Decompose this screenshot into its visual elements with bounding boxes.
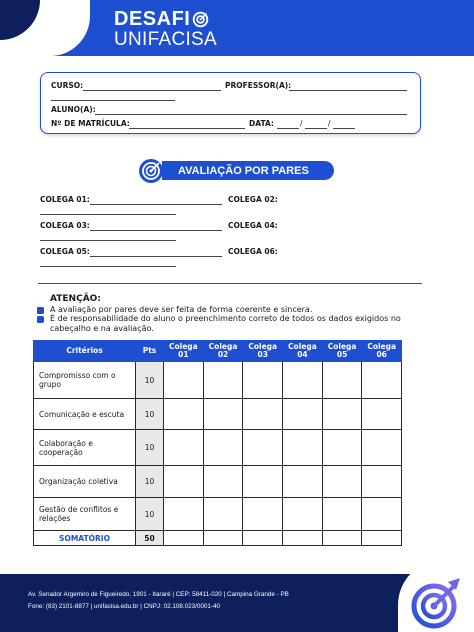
aluno-field[interactable] bbox=[95, 114, 407, 115]
score-cell[interactable] bbox=[243, 399, 283, 430]
score-cell[interactable] bbox=[322, 362, 362, 399]
header-criterios: Critérios bbox=[34, 341, 136, 362]
pts-cell: 10 bbox=[136, 430, 164, 466]
curso-label: CURSO: bbox=[51, 81, 84, 90]
score-cell[interactable] bbox=[283, 430, 323, 466]
score-cell[interactable] bbox=[362, 430, 402, 466]
score-cell[interactable] bbox=[164, 399, 204, 430]
evaluation-table bbox=[33, 340, 402, 546]
score-cell[interactable] bbox=[322, 399, 362, 430]
score-cell[interactable] bbox=[164, 362, 204, 399]
total-cell[interactable] bbox=[283, 531, 323, 546]
section-title: AVALIAÇÃO POR PARES bbox=[178, 164, 309, 177]
score-cell[interactable] bbox=[283, 466, 323, 498]
header-colega-03: Colega 03 bbox=[243, 341, 283, 362]
colega-05-field-continuation[interactable] bbox=[40, 266, 176, 267]
colega-02-label: COLEGA 02: bbox=[228, 195, 278, 204]
table-row bbox=[34, 399, 402, 430]
criterio-cell: Colaboração e cooperação bbox=[34, 430, 136, 466]
total-cell[interactable] bbox=[243, 531, 283, 546]
score-cell[interactable] bbox=[243, 498, 283, 531]
table-header-row bbox=[34, 341, 402, 362]
header-colega-06: Colega 06 bbox=[362, 341, 402, 362]
data-year-field[interactable] bbox=[333, 128, 355, 129]
colega-03-field-continuation[interactable] bbox=[40, 240, 176, 241]
score-cell[interactable] bbox=[164, 430, 204, 466]
header-colega-05: Colega 05 bbox=[322, 341, 362, 362]
colega-06-label: COLEGA 06: bbox=[228, 247, 278, 256]
attention-item-2: É de responsabilidade do aluno o preenchimento correto de todos os dados exigidos no cabeçalho e na avaliação. bbox=[50, 314, 401, 333]
attention-title: ATENÇÃO: bbox=[50, 294, 101, 304]
curso-field-continuation[interactable] bbox=[51, 100, 175, 101]
matricula-field[interactable] bbox=[129, 128, 245, 129]
footer-contact: Fone: (83) 2101-8877 | unifacisa.edu.br | CNPJ: 02.108.023/0001-40 bbox=[28, 603, 220, 610]
score-cell[interactable] bbox=[322, 430, 362, 466]
table-row bbox=[34, 362, 402, 399]
header-colega-01: Colega 01 bbox=[164, 341, 204, 362]
score-cell[interactable] bbox=[203, 362, 243, 399]
matricula-label: Nº DE MATRÍCULA: bbox=[51, 119, 130, 128]
professor-label: PROFESSOR(A): bbox=[225, 81, 292, 90]
bullet-icon bbox=[37, 307, 44, 314]
section-divider bbox=[38, 283, 422, 284]
professor-field[interactable] bbox=[289, 90, 407, 91]
table-row bbox=[34, 498, 402, 531]
curso-field[interactable] bbox=[83, 90, 221, 91]
somatorio-pts: 50 bbox=[136, 531, 164, 546]
attention-item-1: A avaliação por pares deve ser feita de forma coerente e sincera. bbox=[50, 305, 313, 314]
footer-address: Av. Senador Argemiro de Figueiredo, 1901 - Itararé | CEP: 58411-020 | Campina Grande - PB bbox=[28, 591, 289, 598]
score-cell[interactable] bbox=[164, 498, 204, 531]
pts-cell: 10 bbox=[136, 399, 164, 430]
total-cell[interactable] bbox=[203, 531, 243, 546]
colega-01-field-continuation[interactable] bbox=[40, 214, 176, 215]
total-cell[interactable] bbox=[362, 531, 402, 546]
criterio-cell: Gestão de conflitos e relações bbox=[34, 498, 136, 531]
data-label: DATA: bbox=[249, 119, 274, 128]
somatorio-label: SOMATÓRIO bbox=[34, 531, 136, 546]
score-cell[interactable] bbox=[243, 362, 283, 399]
bullet-icon bbox=[37, 316, 44, 323]
colega-01-label: COLEGA 01: bbox=[40, 195, 90, 204]
criterio-cell: Comunicação e escuta bbox=[34, 399, 136, 430]
score-cell[interactable] bbox=[203, 466, 243, 498]
score-cell[interactable] bbox=[283, 362, 323, 399]
header-pts: Pts bbox=[136, 341, 164, 362]
colega-04-label: COLEGA 04: bbox=[228, 221, 278, 230]
student-info-box bbox=[40, 72, 421, 134]
score-cell[interactable] bbox=[203, 498, 243, 531]
score-cell[interactable] bbox=[362, 466, 402, 498]
brand-line2: UNIFACISA bbox=[114, 29, 217, 50]
score-cell[interactable] bbox=[203, 399, 243, 430]
data-day-field[interactable] bbox=[277, 128, 299, 129]
date-separator-1: / bbox=[300, 119, 303, 128]
score-cell[interactable] bbox=[164, 466, 204, 498]
score-cell[interactable] bbox=[283, 498, 323, 531]
score-cell[interactable] bbox=[243, 466, 283, 498]
colega-05-label: COLEGA 05: bbox=[40, 247, 90, 256]
score-cell[interactable] bbox=[322, 466, 362, 498]
total-cell[interactable] bbox=[164, 531, 204, 546]
data-month-field[interactable] bbox=[305, 128, 327, 129]
table-row bbox=[34, 430, 402, 466]
target-icon bbox=[192, 11, 209, 28]
colega-03-label: COLEGA 03: bbox=[40, 221, 90, 230]
colega-01-field[interactable] bbox=[90, 204, 222, 205]
pts-cell: 10 bbox=[136, 362, 164, 399]
total-row bbox=[34, 531, 402, 546]
criterio-cell: Compromisso com o grupo bbox=[34, 362, 136, 399]
brand-line1: DESAFI bbox=[114, 8, 191, 30]
target-logo-icon bbox=[408, 574, 464, 630]
score-cell[interactable] bbox=[362, 498, 402, 531]
score-cell[interactable] bbox=[362, 362, 402, 399]
header-colega-04: Colega 04 bbox=[283, 341, 323, 362]
score-cell[interactable] bbox=[203, 430, 243, 466]
criterio-cell: Organização coletiva bbox=[34, 466, 136, 498]
score-cell[interactable] bbox=[362, 399, 402, 430]
brand-logo bbox=[114, 9, 217, 49]
pts-cell: 10 bbox=[136, 466, 164, 498]
table-row bbox=[34, 466, 402, 498]
section-banner bbox=[162, 161, 334, 180]
score-cell[interactable] bbox=[243, 430, 283, 466]
target-icon bbox=[138, 158, 164, 184]
date-separator-2: / bbox=[328, 119, 331, 128]
score-cell[interactable] bbox=[322, 498, 362, 531]
aluno-label: ALUNO(A): bbox=[51, 105, 96, 114]
pts-cell: 10 bbox=[136, 498, 164, 531]
colega-03-field[interactable] bbox=[90, 230, 222, 231]
total-cell[interactable] bbox=[322, 531, 362, 546]
score-cell[interactable] bbox=[283, 399, 323, 430]
header-colega-02: Colega 02 bbox=[203, 341, 243, 362]
colega-05-field[interactable] bbox=[90, 256, 222, 257]
